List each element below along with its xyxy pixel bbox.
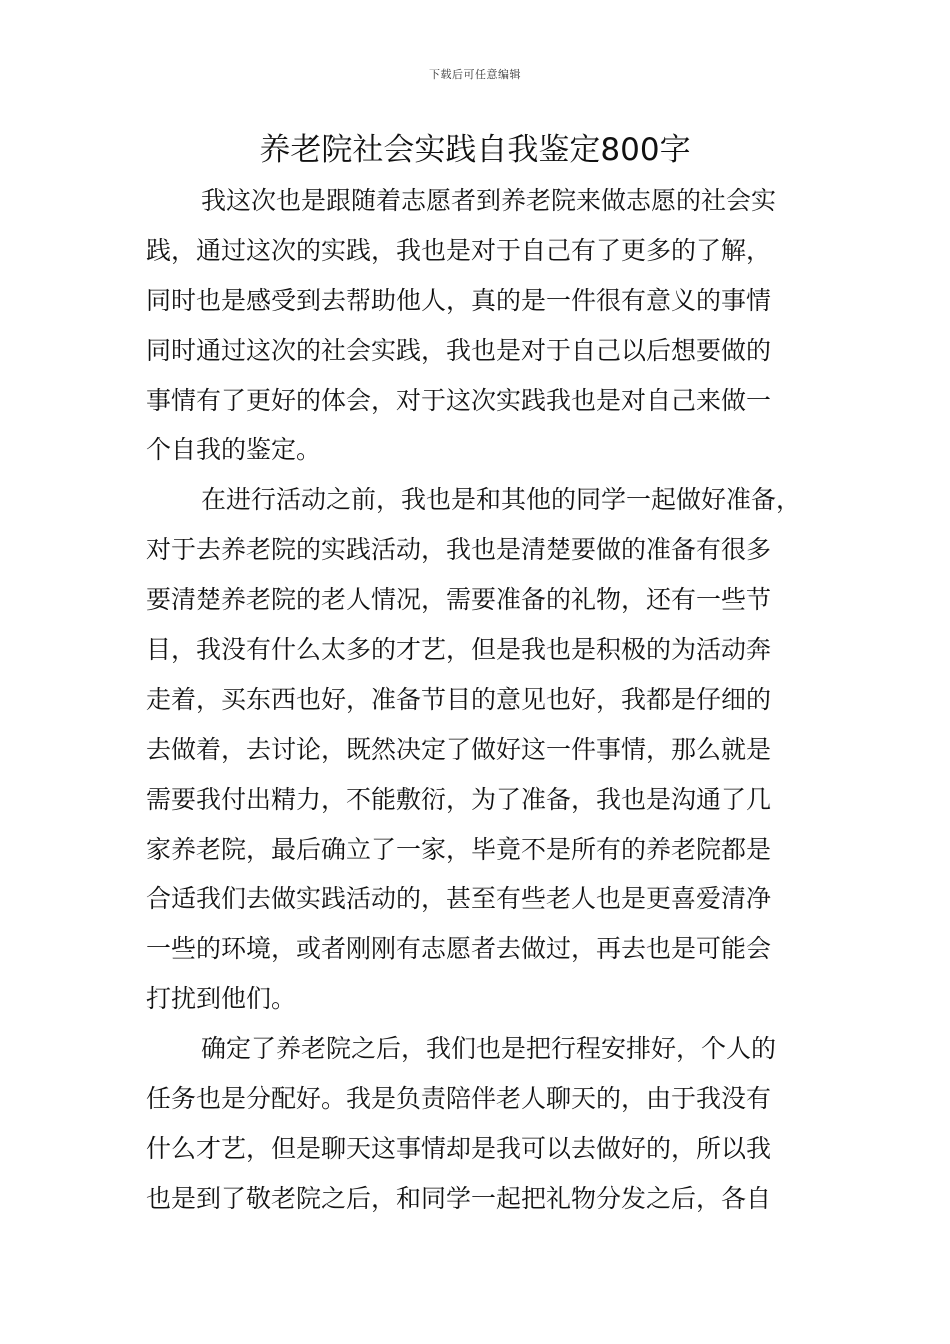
paragraph-line: 我这次也是跟随着志愿者到养老院来做志愿的社会实: [201, 186, 777, 215]
paragraph-line: 同时通过这次的社会实践，我也是对于自己以后想要做的: [146, 335, 772, 365]
document-title: 养老院社会实践自我鉴定800字: [259, 132, 691, 168]
paragraph-line: 同时也是感受到去帮助他人，真的是一件很有意义的事情: [146, 285, 772, 315]
paragraph-line: 事情有了更好的体会，对于这次实践我也是对自己来做一: [146, 385, 772, 415]
paragraph-line: 任务也是分配好。我是负责陪伴老人聊天的，由于我没有: [146, 1084, 772, 1114]
paragraph-line: 需要我付出精力，不能敷衍，为了准备，我也是沟通了几: [146, 784, 772, 814]
paragraph-line: 走着，买东西也好，准备节目的意见也好，我都是仔细的: [146, 684, 772, 714]
paragraph-line: 什么才艺，但是聊天这事情却是我可以去做好的，所以我: [146, 1133, 772, 1163]
paragraph-line: 打扰到他们。: [146, 984, 297, 1014]
document-body: [146, 176, 808, 1224]
paragraph-line: 个自我的鉴定。: [146, 435, 322, 465]
paragraph-line: 家养老院，最后确立了一家，毕竟不是所有的养老院都是: [146, 834, 772, 864]
paragraph-line: 合适我们去做实践活动的，甚至有些老人也是更喜爱清净: [146, 884, 772, 914]
paragraph-line: 确定了养老院之后，我们也是把行程安排好，个人的: [201, 1034, 777, 1064]
paragraph-3: [146, 1024, 808, 1224]
paragraph-line: 一些的环境，或者刚刚有志愿者去做过，再去也是可能会: [146, 934, 772, 964]
paragraph-2: [146, 475, 808, 1024]
paragraph-line: 对于去养老院的实践活动，我也是清楚要做的准备有很多: [146, 535, 772, 565]
paragraph-line: 要清楚养老院的老人情况，需要准备的礼物，还有一些节: [146, 585, 772, 615]
paragraph-line: 践，通过这次的实践，我也是对于自己有了更多的了解，: [146, 235, 772, 265]
paragraph-line: 去做着，去讨论，既然决定了做好这一件事情，那么就是: [146, 734, 772, 764]
paragraph-line: 在进行活动之前，我也是和其他的同学一起做好准备，: [201, 485, 802, 515]
paragraph-line: 目，我没有什么太多的才艺，但是我也是积极的为活动奔: [146, 635, 772, 665]
paragraph-line: 也是到了敬老院之后，和同学一起把礼物分发之后，各自: [146, 1183, 772, 1213]
paragraph-1: [146, 176, 808, 475]
header-note: 下载后可任意编辑: [429, 68, 521, 81]
